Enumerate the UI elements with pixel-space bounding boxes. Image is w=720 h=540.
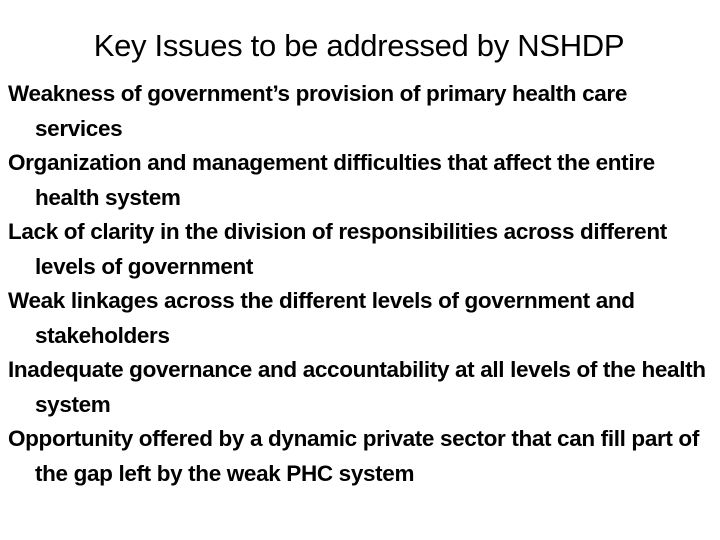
issue-item: Inadequate governance and accountability at all levels of the health system — [8, 357, 706, 417]
issue-item: Lack of clarity in the division of responsibilities across different levels of government — [8, 219, 667, 279]
slide-title: Key Issues to be addressed by NSHDP — [93, 28, 625, 63]
issue-item: Weak linkages across the different levels of government and stakeholders — [8, 288, 635, 348]
issue-item: Opportunity offered by a dynamic private sector that can fill part of the gap left by the weak PHC system — [8, 426, 699, 486]
issues-list — [8, 77, 710, 491]
issue-item: Weakness of government’s provision of primary health care services — [8, 81, 627, 141]
issue-item: Organization and management difficulties that affect the entire health system — [8, 150, 655, 210]
